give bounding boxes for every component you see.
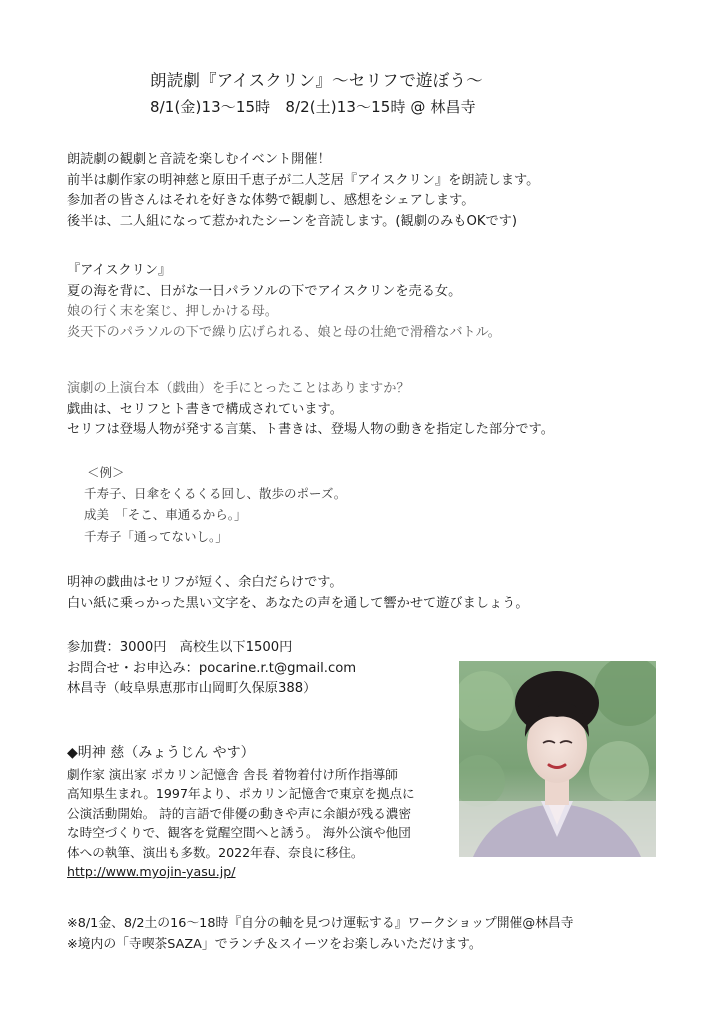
notes-section (67, 913, 574, 955)
profile-line: な時空づくりで、観客を覚醒空間へと誘う。 海外公演や他団 (67, 825, 411, 841)
intro-line: 朗読劇の観劇と音読を楽しむイベント開催！ (67, 152, 331, 167)
event-dates: 8/1(金)13〜15時 8/2(土)13〜15時 @ 林昌寺 (150, 98, 476, 116)
example-line: 千寿子、日傘をくるくる回し、散歩のポーズ。 (84, 486, 347, 502)
play-synopsis (67, 261, 501, 343)
contact-text: お問合せ・お申込み：pocarine.r.t@gmail.com (67, 660, 357, 676)
example-line: 成美 「そこ、車通るから。」 (84, 507, 247, 523)
script-example (84, 462, 346, 547)
profile-photo (459, 661, 656, 857)
profile-line: 公演活動開始。 詩的言語で俳優の動きや声に余韻が残る濃密 (67, 805, 412, 821)
synopsis-line: 炎天下のパラソルの下で繰り広げられる、娘と母の壮絶で滑稽なバトル。 (67, 324, 501, 340)
explain-line: セリフは登場人物が発する言葉、ト書きは、登場人物の動きを指定した部分です。 (67, 422, 554, 437)
closing-line: 白い紙に乗っかった黒い文字を、あなたの声を通して響かせて遊びましょう。 (67, 595, 529, 611)
script-explanation (67, 379, 554, 441)
example-line: 千寿子「通ってないし。」 (84, 528, 228, 544)
venue-text: 林昌寺（岐阜県恵那市山岡町久保原388） (67, 681, 317, 696)
fee-text: 参加費：3000円 高校生以下1500円 (67, 640, 293, 655)
profile-name: ◆明神 慈（みょうじん やす） (67, 745, 255, 761)
intro-line: 後半は、二人組になって惹かれたシーンを音読します。(観劇のみもOKです) (67, 213, 517, 229)
event-info (67, 638, 356, 700)
closing-paragraph (67, 573, 529, 614)
profile-line: 体への執筆、演出も多数。2022年春、奈良に移住。 (67, 844, 364, 860)
example-heading: ＜例＞ (87, 465, 125, 480)
intro-line: 参加者の皆さんはそれを好きな体勢で観劇し、感想をシェアします。 (67, 193, 475, 208)
profile-section (67, 742, 415, 881)
explain-line: 戯曲は、セリフとト書きで構成されています。 (67, 401, 343, 417)
profile-line: 高知県生まれ。1997年より、ポカリン記憶舎で東京を拠点に (67, 786, 415, 802)
closing-line: 明神の戯曲はセリフが短く、余白だらけです。 (67, 575, 343, 590)
intro-line: 前半は劇作家の明神慈と原田千恵子が二人芝居『アイスクリン』を朗読します。 (67, 172, 540, 188)
synopsis-line: 夏の海を背に、日がな一日パラソルの下でアイスクリンを売る女。 (67, 283, 462, 299)
note-line: ※境内の「寺喫茶SAZA」でランチ＆スイーツをお楽しみいただけます。 (67, 937, 482, 952)
event-title: 朗読劇『アイスクリン』〜セリフで遊ぼう〜 (150, 71, 483, 90)
intro-paragraph (67, 150, 539, 232)
profile-line: 劇作家 演出家 ポカリン記憶舎 舎長 着物着付け所作指導師 (67, 767, 398, 782)
play-title: 『アイスクリン』 (67, 263, 172, 278)
note-line: ※8/1金、8/2土の16〜18時『自分の軸を見つけ運転する』ワークショップ開催@林昌寺 (67, 916, 574, 931)
profile-website-link[interactable]: http://www.myojin-yasu.jp/ (67, 864, 236, 880)
synopsis-line: 娘の行く末を案じ、押しかける母。 (67, 304, 278, 319)
explain-line: 演劇の上演台本（戯曲）を手にとったことはありますか？ (67, 381, 410, 396)
